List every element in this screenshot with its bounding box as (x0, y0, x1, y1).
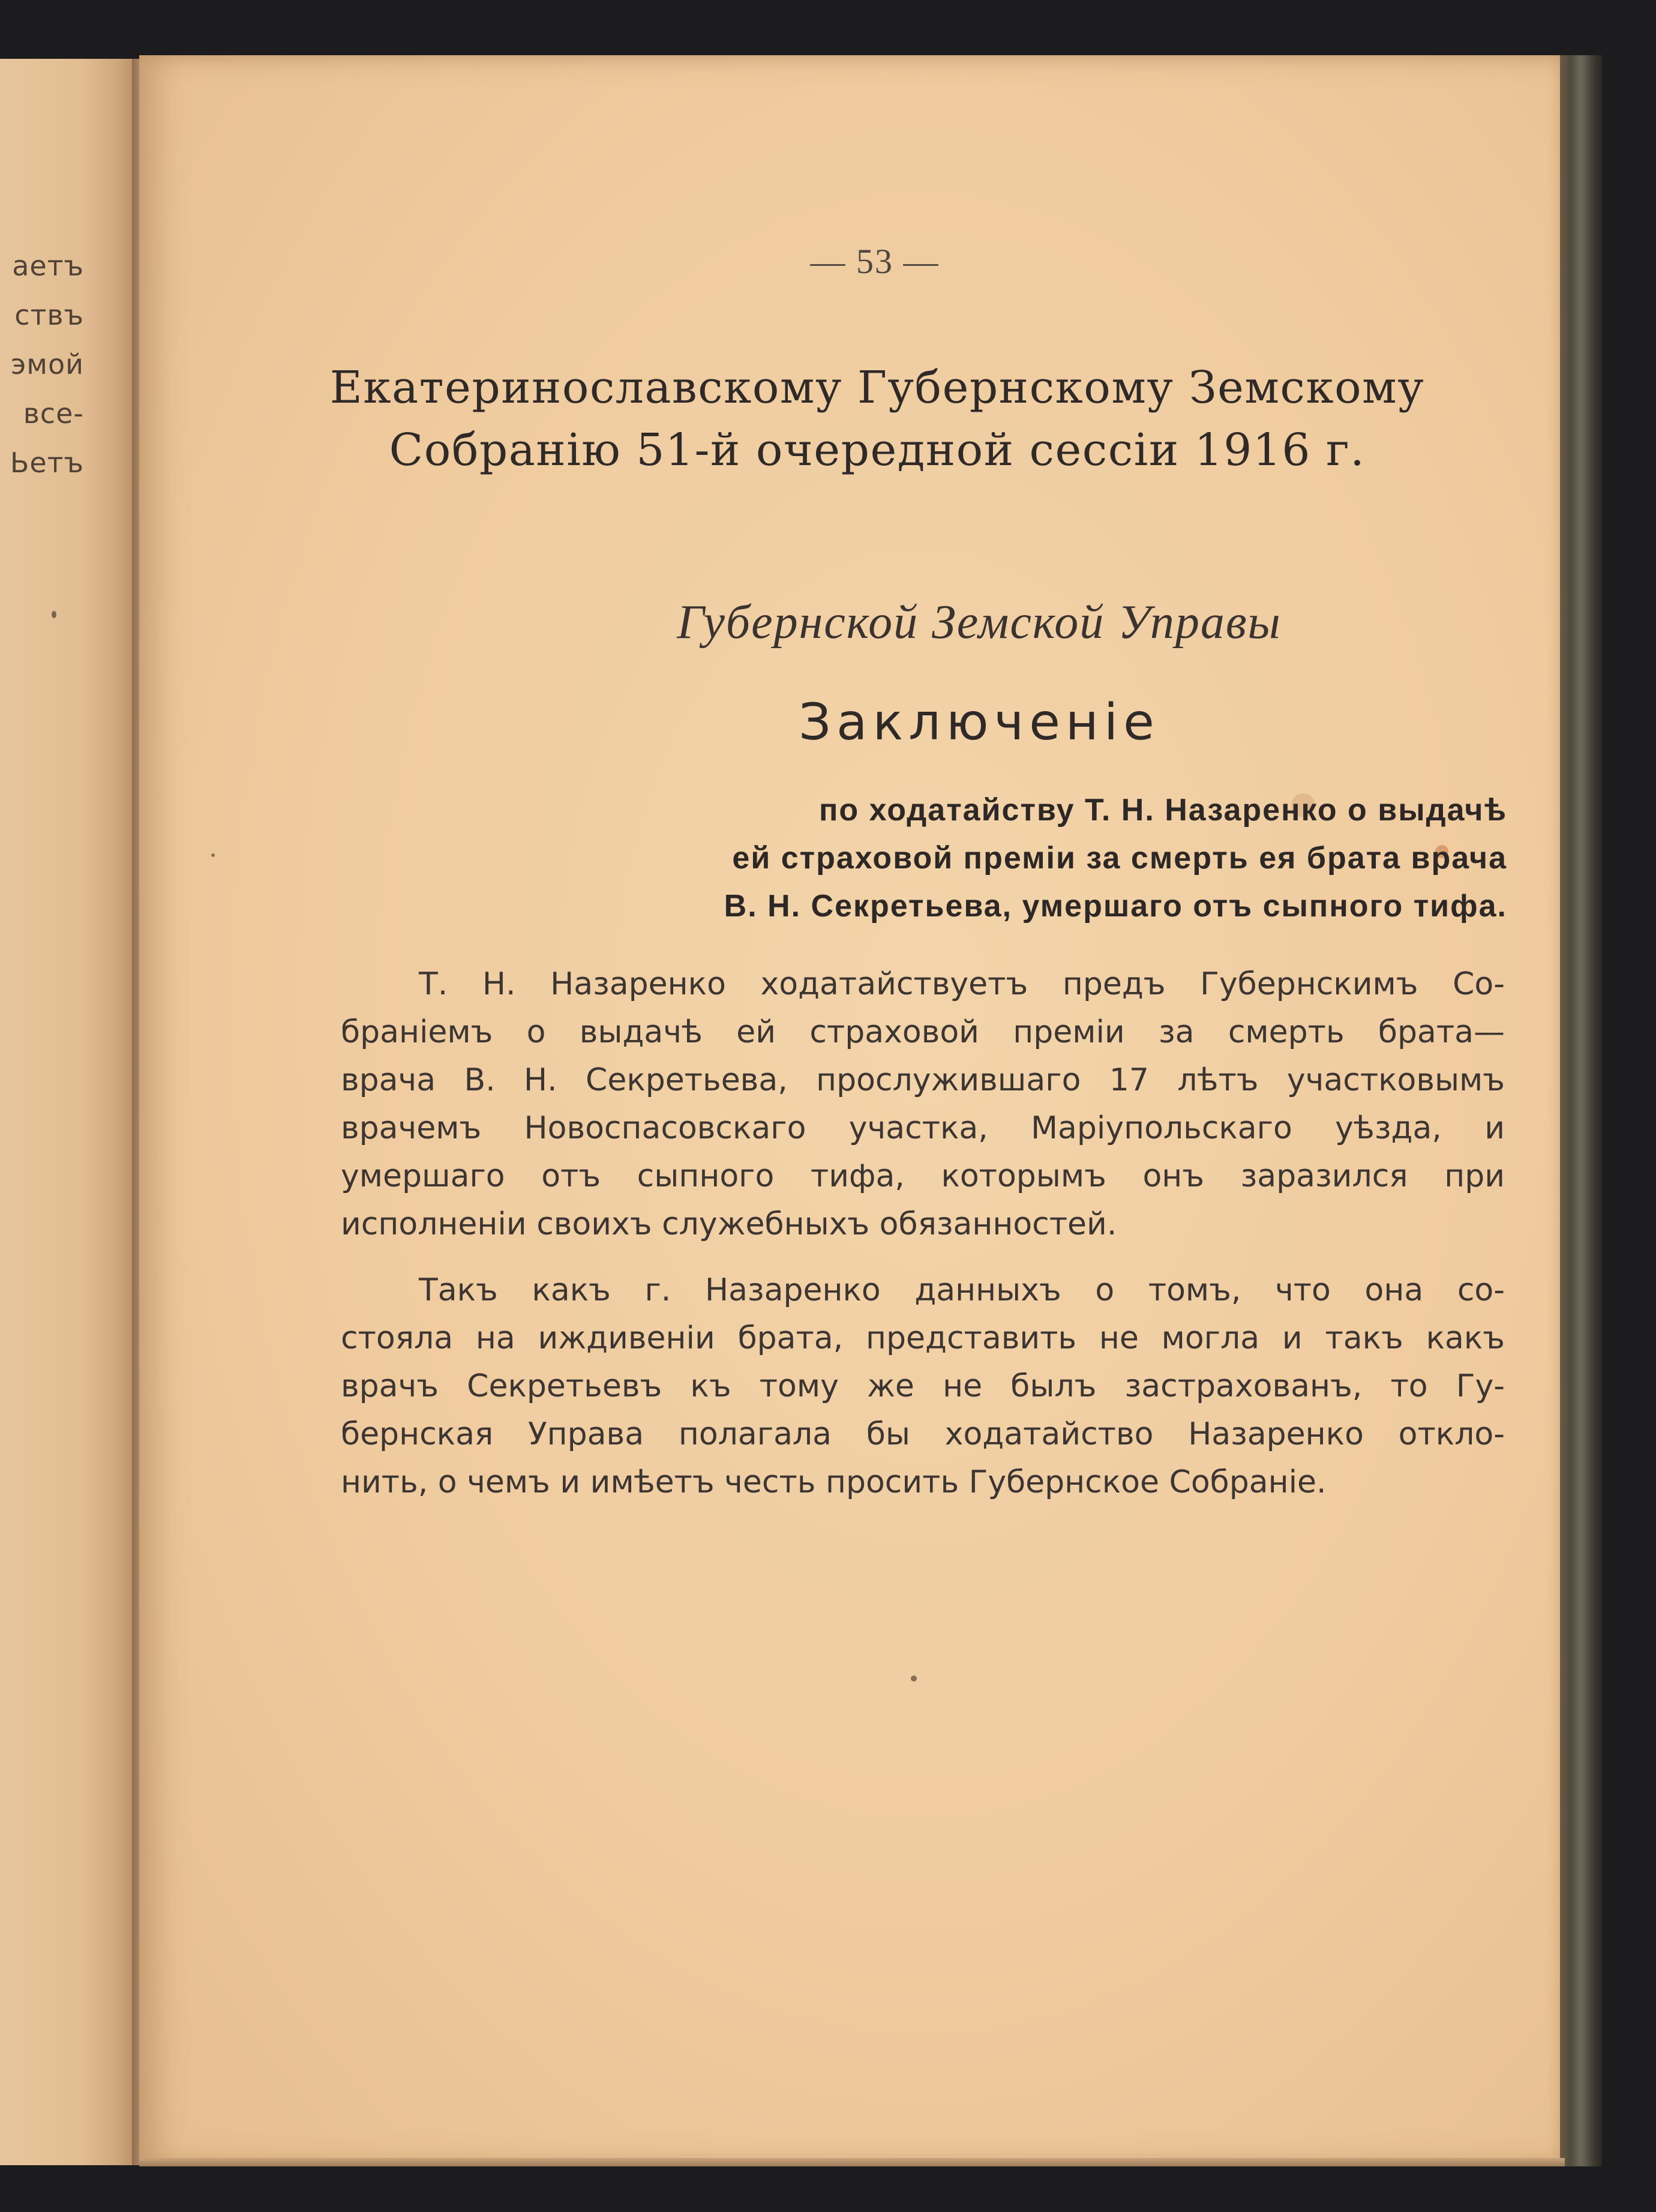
document-page (139, 55, 1565, 2166)
section-heading: Заключеніе (799, 693, 1160, 751)
body-paragraph (341, 1266, 1505, 1506)
previous-page-text-fragment: эмой (11, 348, 84, 380)
body-paragraph (341, 960, 1505, 1248)
petition-line: В. Н. Секретьева, умершаго отъ сыпного тифа. (724, 889, 1507, 924)
body-line: врачемъ Новоспасовскаго участка, Маріупольскаго уѣзда, и (341, 1110, 1505, 1146)
document-title (164, 356, 1590, 481)
ink-speck (911, 1676, 917, 1682)
previous-page-text-fragment: ствъ (14, 299, 84, 331)
body-line: бернская Управа полагала бы ходатайство Назаренко откло- (341, 1416, 1505, 1452)
previous-page-edge (0, 59, 137, 2165)
page-bottom-edge (139, 2158, 1565, 2166)
body-line: исполненіи своихъ служебныхъ обязанностей. (341, 1206, 1117, 1242)
book-fore-edge (1560, 55, 1602, 2166)
body-line: умершаго отъ сыпного тифа, которымъ онъ заразился при (341, 1158, 1505, 1194)
body-line: стояла на иждивеніи брата, представить не могла и такъ какъ (341, 1320, 1505, 1356)
previous-page-text-fragment: аетъ (12, 250, 84, 282)
title-line: Екатеринославскому Губернскому Земскому (329, 362, 1425, 413)
previous-page-text-fragment: Ьетъ (10, 446, 84, 479)
petition-summary (631, 786, 1507, 930)
petition-line: ей страховой преміи за смерть ея брата врача (732, 841, 1507, 876)
document-body (341, 960, 1505, 1524)
body-line: Т. Н. Назаренко ходатайствуетъ предъ Губернскимъ Со- (419, 966, 1505, 1002)
body-line: врача В. Н. Секретьева, прослужившаго 17 лѣтъ участковымъ (341, 1062, 1505, 1098)
previous-page-text-fragment: все- (23, 397, 84, 430)
ink-speck (52, 611, 56, 618)
petition-line: по ходатайству Т. Н. Назаренко о выдачѣ (818, 793, 1507, 828)
body-line: врачъ Секретьевъ къ тому же не былъ застрахованъ, то Гу- (341, 1368, 1505, 1404)
document-subtitle: Губернской Земской Управы (677, 596, 1282, 649)
body-line: браніемъ о выдачѣ ей страховой преміи за смерть брата— (341, 1014, 1505, 1050)
ink-speck (211, 853, 215, 857)
title-line: Собранію 51-й очередной сессіи 1916 г. (389, 424, 1366, 476)
body-line: Такъ какъ г. Назаренко данныхъ о томъ, что она со- (419, 1272, 1505, 1308)
page-number: — 53 — (810, 242, 940, 281)
body-line: нить, о чемъ и имѣетъ честь просить Губернское Собраніе. (341, 1464, 1327, 1500)
